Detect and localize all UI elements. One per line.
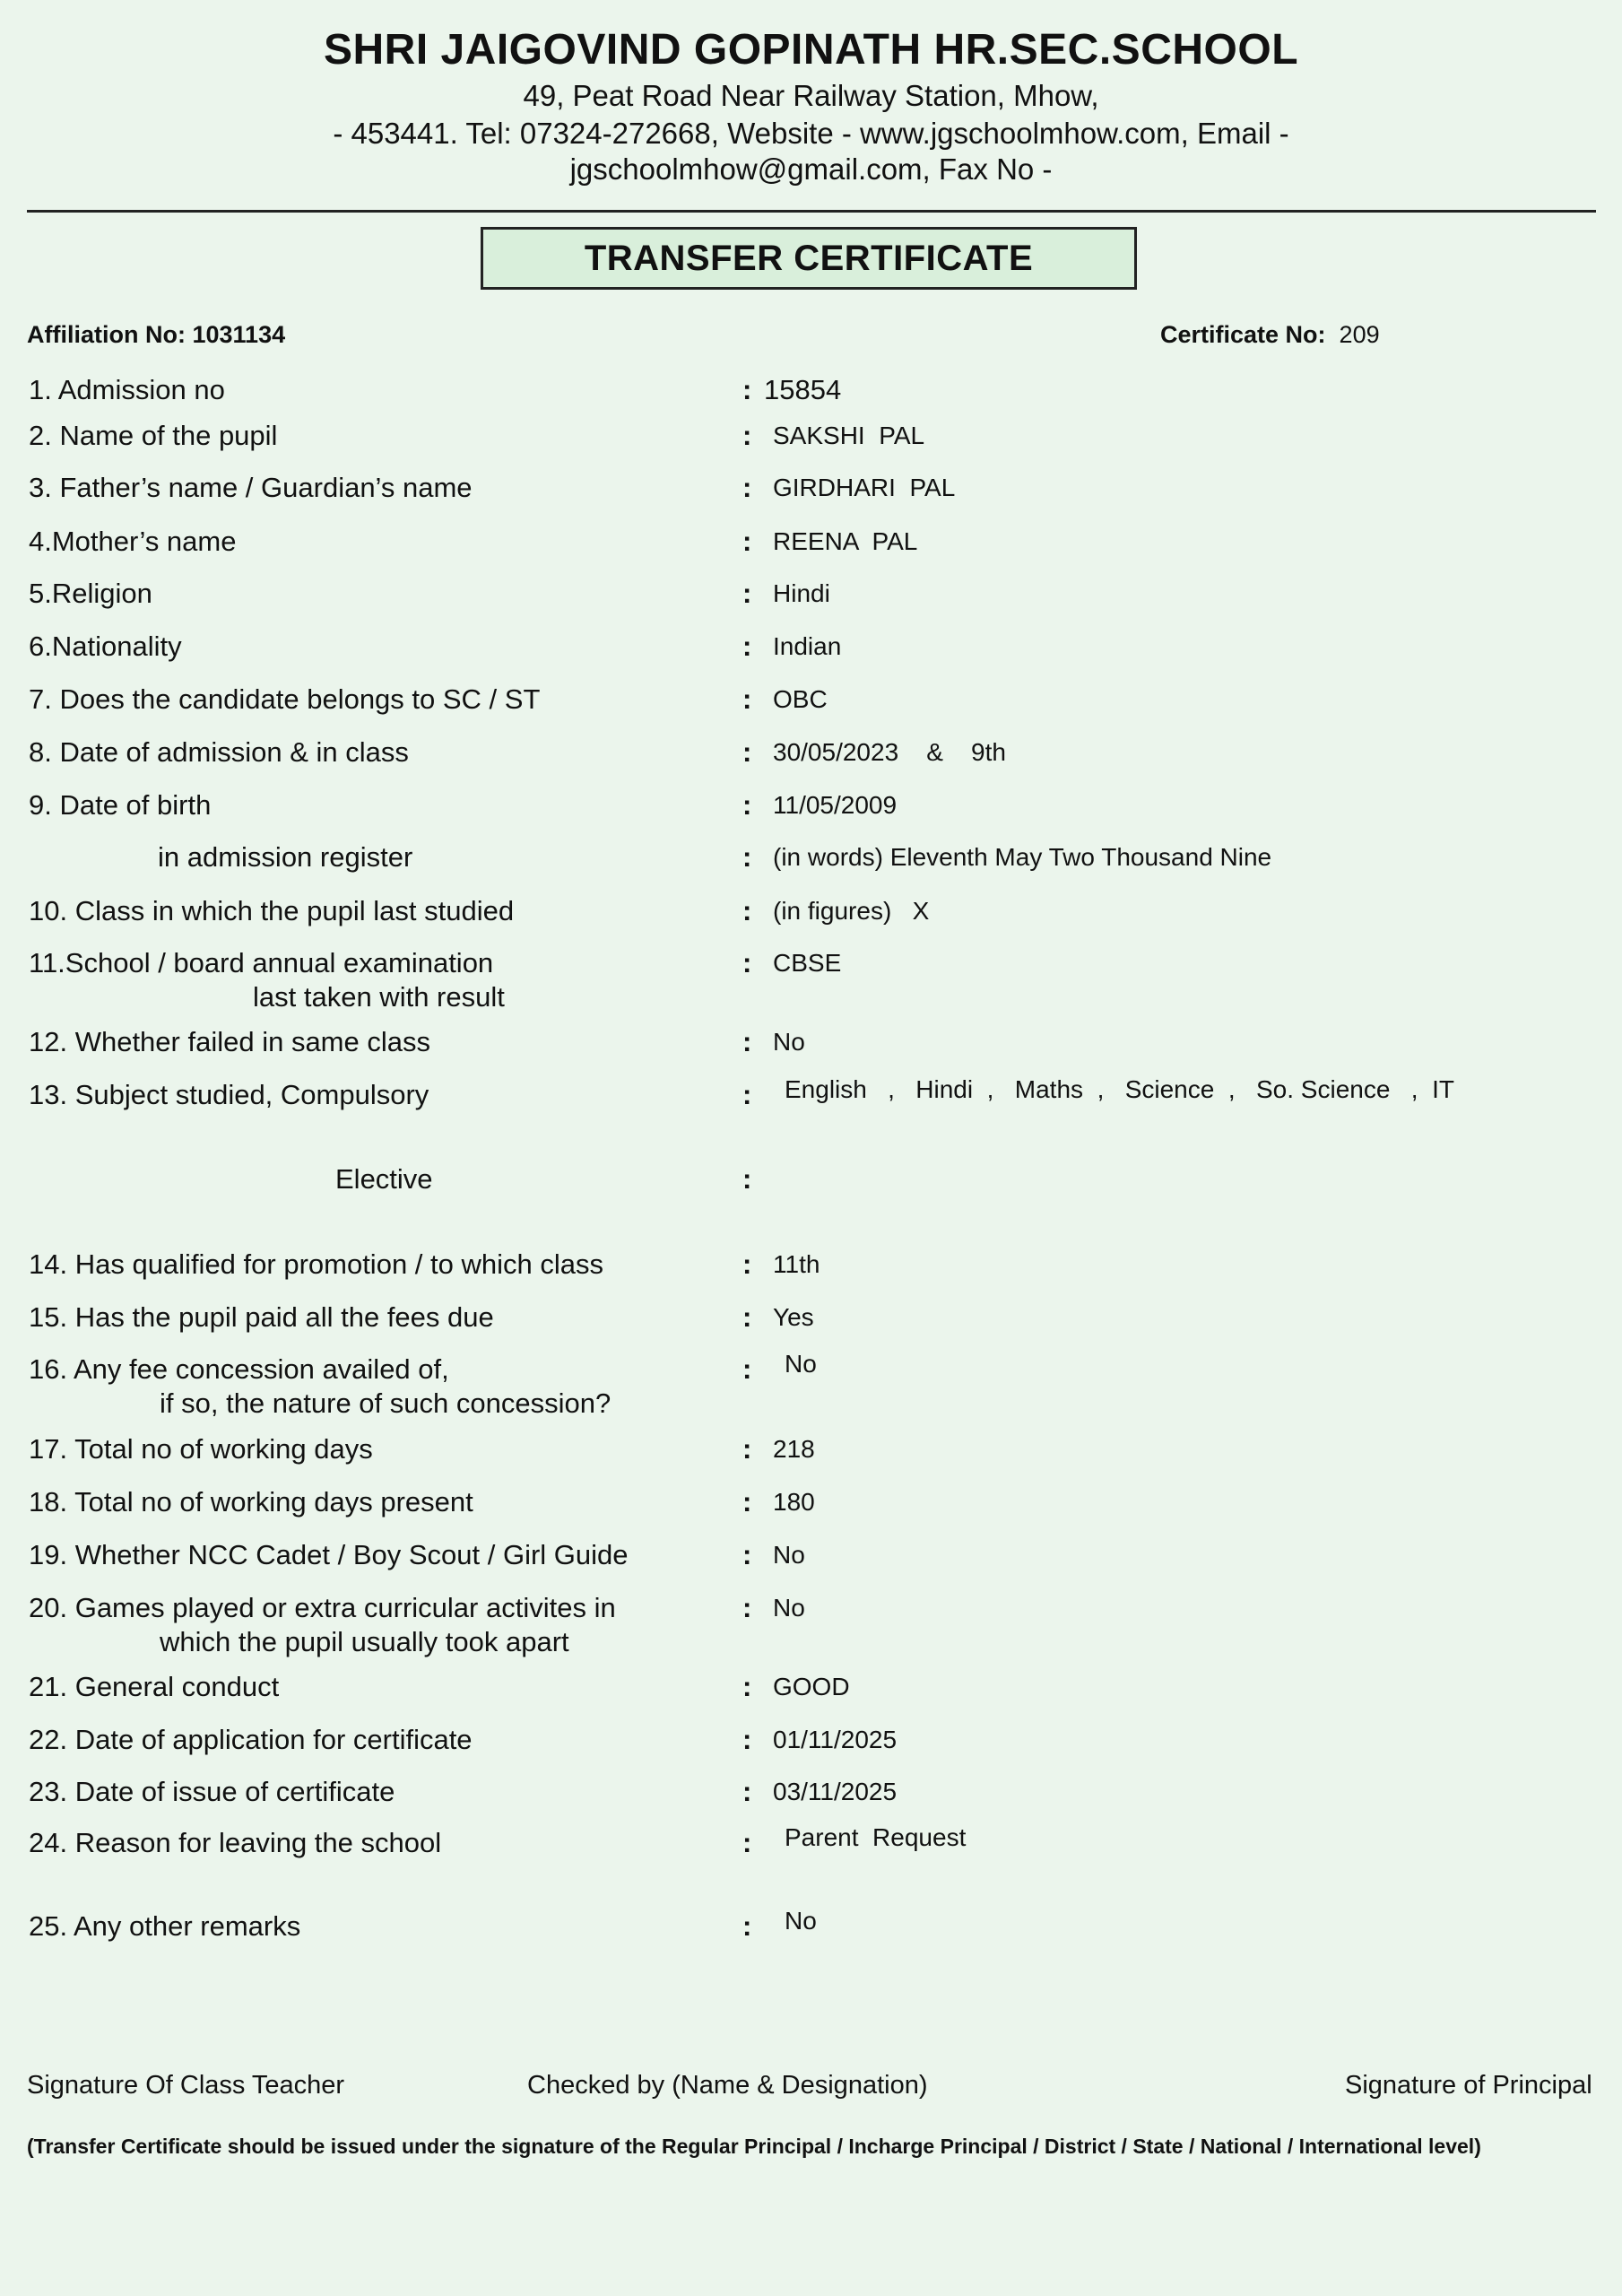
field-value: CBSE bbox=[773, 949, 842, 977]
field-colon: : bbox=[742, 578, 752, 609]
certificate-no-value: 209 bbox=[1339, 321, 1380, 348]
field-value: (in figures) X bbox=[773, 897, 930, 925]
field-label: 10. Class in which the pupil last studied bbox=[29, 895, 515, 926]
address-line-2: - 453441. Tel: 07324-272668, Website - www.jgschoolmhow.com, Email - bbox=[333, 117, 1289, 150]
field-label: 24. Reason for leaving the school bbox=[29, 1827, 442, 1858]
field-value: REENA PAL bbox=[773, 527, 918, 555]
field-label: 6.Nationality bbox=[29, 631, 182, 662]
field-label: 1. Admission no bbox=[29, 374, 225, 405]
field-label: 17. Total no of working days bbox=[29, 1433, 373, 1465]
field-colon: : bbox=[742, 1776, 752, 1807]
field-value: Hindi bbox=[773, 579, 830, 607]
field-colon: : bbox=[742, 1827, 752, 1858]
certificate-no-label: Certificate No: bbox=[1160, 321, 1326, 348]
field-label bbox=[29, 1591, 616, 1659]
field-value: 30/05/2023 & 9th bbox=[773, 738, 1006, 766]
field-label-line: 11.School / board annual examination bbox=[29, 947, 494, 978]
field-label: 15. Has the pupil paid all the fees due bbox=[29, 1301, 494, 1333]
field-colon: : bbox=[742, 1910, 752, 1942]
field-label: 9. Date of birth bbox=[29, 789, 212, 821]
field-value: 15854 bbox=[764, 374, 842, 405]
field-value: 218 bbox=[773, 1435, 815, 1463]
field-label: 23. Date of issue of certificate bbox=[29, 1776, 395, 1807]
field-value: English , Hindi , Maths , Science , So. Science , IT bbox=[785, 1075, 1454, 1103]
field-label: 25. Any other remarks bbox=[29, 1910, 301, 1942]
field-colon: : bbox=[742, 683, 752, 715]
field-label: 12. Whether failed in same class bbox=[29, 1026, 430, 1057]
field-colon: : bbox=[742, 789, 752, 821]
checked-by-signature: Checked by (Name & Designation) bbox=[527, 2071, 928, 2100]
footnote: (Transfer Certificate should be issued under the signature of the Regular Principal / Incharge Principal / District / State / National / International level) bbox=[27, 2135, 1481, 2158]
field-colon: : bbox=[742, 1079, 752, 1110]
field-value: No bbox=[785, 1907, 817, 1935]
field-value: 180 bbox=[773, 1488, 815, 1516]
field-label: 7. Does the candidate belongs to SC / ST bbox=[29, 683, 541, 715]
field-label: 4.Mother’s name bbox=[29, 526, 237, 557]
field-label: 13. Subject studied, Compulsory bbox=[29, 1079, 429, 1110]
field-value: Yes bbox=[773, 1303, 814, 1331]
field-label: in admission register bbox=[158, 841, 413, 873]
field-value: Parent Request bbox=[785, 1823, 967, 1851]
field-colon: : bbox=[742, 947, 752, 978]
field-value: 11th bbox=[773, 1250, 820, 1278]
field-value: 11/05/2009 bbox=[773, 791, 898, 819]
field-colon: : bbox=[742, 420, 752, 451]
field-label: 22. Date of application for certificate bbox=[29, 1724, 473, 1755]
field-label-line: last taken with result bbox=[253, 981, 505, 1013]
field-value: 03/11/2025 bbox=[773, 1778, 898, 1805]
class-teacher-signature: Signature Of Class Teacher bbox=[27, 2071, 345, 2100]
field-value: 01/11/2025 bbox=[773, 1726, 898, 1753]
certificate-title: TRANSFER CERTIFICATE bbox=[481, 227, 1137, 290]
field-colon: : bbox=[742, 526, 752, 557]
field-label-line: 20. Games played or extra curricular activites in bbox=[29, 1592, 616, 1623]
field-value: OBC bbox=[773, 685, 828, 713]
address-line-1: 49, Peat Road Near Railway Station, Mhow, bbox=[523, 79, 1099, 112]
field-label: 18. Total no of working days present bbox=[29, 1486, 473, 1518]
field-label: 5.Religion bbox=[29, 578, 152, 609]
field-value: No bbox=[785, 1350, 817, 1378]
field-label: 19. Whether NCC Cadet / Boy Scout / Girl Guide bbox=[29, 1539, 629, 1570]
field-colon: : bbox=[742, 1433, 752, 1465]
field-label: Elective bbox=[335, 1163, 433, 1195]
affiliation-label: Affiliation No: bbox=[27, 321, 186, 348]
field-colon: : bbox=[742, 1163, 752, 1195]
field-value: No bbox=[773, 1541, 805, 1569]
field-colon: : bbox=[742, 374, 752, 405]
field-label: 2. Name of the pupil bbox=[29, 420, 278, 451]
principal-signature: Signature of Principal bbox=[1345, 2071, 1592, 2100]
address-line-3: jgschoolmhow@gmail.com, Fax No - bbox=[569, 152, 1053, 186]
field-colon: : bbox=[742, 841, 752, 873]
field-label-line: if so, the nature of such concession? bbox=[160, 1387, 612, 1419]
field-colon: : bbox=[742, 1301, 752, 1333]
field-colon: : bbox=[742, 1592, 752, 1623]
field-value: No bbox=[773, 1594, 805, 1622]
field-label: 3. Father’s name / Guardian’s name bbox=[29, 472, 473, 503]
field-colon: : bbox=[742, 1248, 752, 1280]
field-value: SAKSHI PAL bbox=[773, 422, 925, 449]
field-label bbox=[29, 1352, 611, 1421]
field-colon: : bbox=[742, 1026, 752, 1057]
field-colon: : bbox=[742, 1486, 752, 1518]
certificate-no bbox=[1160, 321, 1380, 349]
school-name: SHRI JAIGOVIND GOPINATH HR.SEC.SCHOOL bbox=[323, 26, 1299, 74]
affiliation-value: 1031134 bbox=[192, 321, 286, 348]
field-colon: : bbox=[742, 631, 752, 662]
header-divider bbox=[27, 210, 1596, 213]
field-colon: : bbox=[742, 736, 752, 768]
affiliation-no bbox=[27, 321, 285, 349]
field-colon: : bbox=[742, 895, 752, 926]
field-label: 8. Date of admission & in class bbox=[29, 736, 409, 768]
field-colon: : bbox=[742, 472, 752, 503]
field-colon: : bbox=[742, 1724, 752, 1755]
field-colon: : bbox=[742, 1671, 752, 1702]
field-label-line: which the pupil usually took apart bbox=[160, 1626, 569, 1657]
field-colon: : bbox=[742, 1353, 752, 1385]
field-value: GIRDHARI PAL bbox=[773, 474, 956, 501]
field-label bbox=[29, 946, 505, 1014]
field-value: GOOD bbox=[773, 1673, 850, 1700]
field-label: 21. General conduct bbox=[29, 1671, 280, 1702]
field-value: No bbox=[773, 1028, 805, 1056]
field-label: 14. Has qualified for promotion / to which class bbox=[29, 1248, 603, 1280]
field-value: Indian bbox=[773, 632, 842, 660]
field-label-line: 16. Any fee concession availed of, bbox=[29, 1353, 449, 1385]
field-colon: : bbox=[742, 1539, 752, 1570]
field-value: (in words) Eleventh May Two Thousand Nine bbox=[773, 843, 1272, 871]
